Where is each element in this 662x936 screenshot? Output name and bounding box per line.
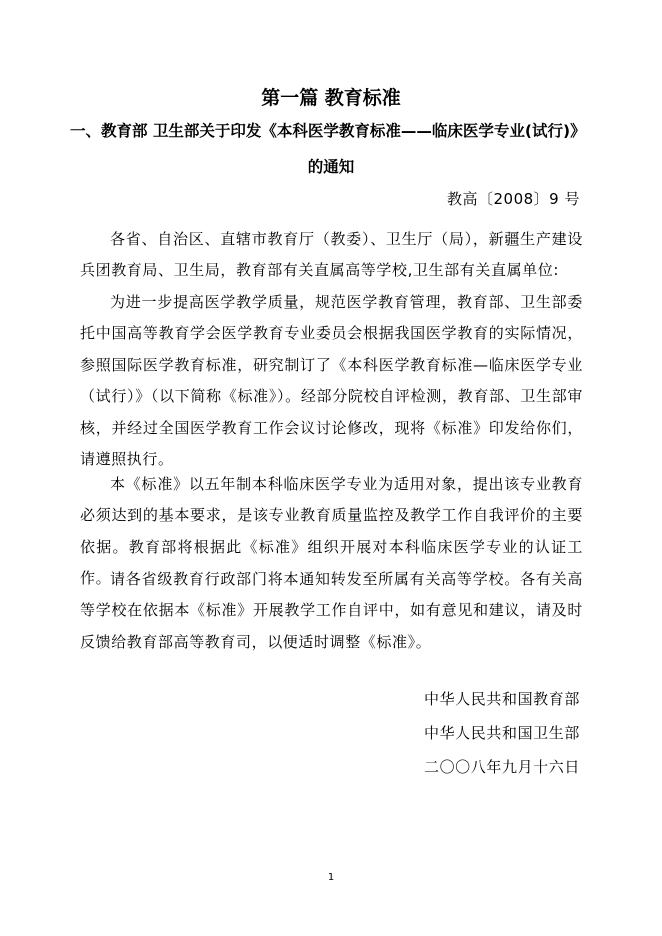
- signature-ministry-of-health: 中华人民共和国卫生部: [423, 724, 580, 742]
- signature-date: 二〇〇八年九月十六日: [423, 758, 580, 776]
- body-paragraph-1: [80, 224, 583, 287]
- notice-title-line-2: 的通知: [307, 158, 355, 176]
- signature-ministry-of-education: 中华人民共和国教育部: [423, 690, 580, 708]
- page-number: 1: [327, 872, 335, 883]
- body-paragraph-4: [80, 564, 583, 658]
- document-number: 教高〔2008〕9 号: [447, 190, 580, 208]
- part-title: 第一篇 教育标准: [261, 87, 401, 109]
- body-paragraph-2: [80, 287, 583, 475]
- standard-scope-paragraph: 本《标准》以五年制本科临床医学专业为适用对象，提出该专业教育必须达到的基本要求，是该专业教育质量监控及教学工作自我评价的主要依据。教育部将根据此《标准》组织开展对本科临床医学专业的认证工作。: [80, 475, 583, 588]
- notice-title-line-1: 一、教育部 卫生部关于印发《本科医学教育标准——临床医学专业(试行)》: [70, 122, 586, 140]
- purpose-paragraph: 为进一步提高医学教学质量，规范医学教育管理，教育部、卫生部委托中国高等教育学会医学教育专业委员会根据我国医学教育的实际情况，参照国际医学教育标准，研究制订了《本科医学教育标准—临床医学专业（试行）》（以下简称《标准》）。经部分院校自评检测，教育部、卫生部审核，并经过全国医学教育工作会议讨论修改，现将《标准》印发给你们，请遵照执行。: [80, 293, 583, 469]
- addressee-paragraph: 各省、自治区、直辖市教育厅（教委）、卫生厅（局），新疆生产建设兵团教育局、卫生局，教育部有关直属高等学校,卫生部有关直属单位:: [80, 230, 583, 280]
- forwarding-paragraph: 请各省级教育行政部门将本通知转发至所属有关高等学校。各有关高等学校在依据本《标准》开展教学工作自评中，如有意见和建议，请及时反馈给教育部高等教育司，以便适时调整《标准》。: [80, 570, 583, 651]
